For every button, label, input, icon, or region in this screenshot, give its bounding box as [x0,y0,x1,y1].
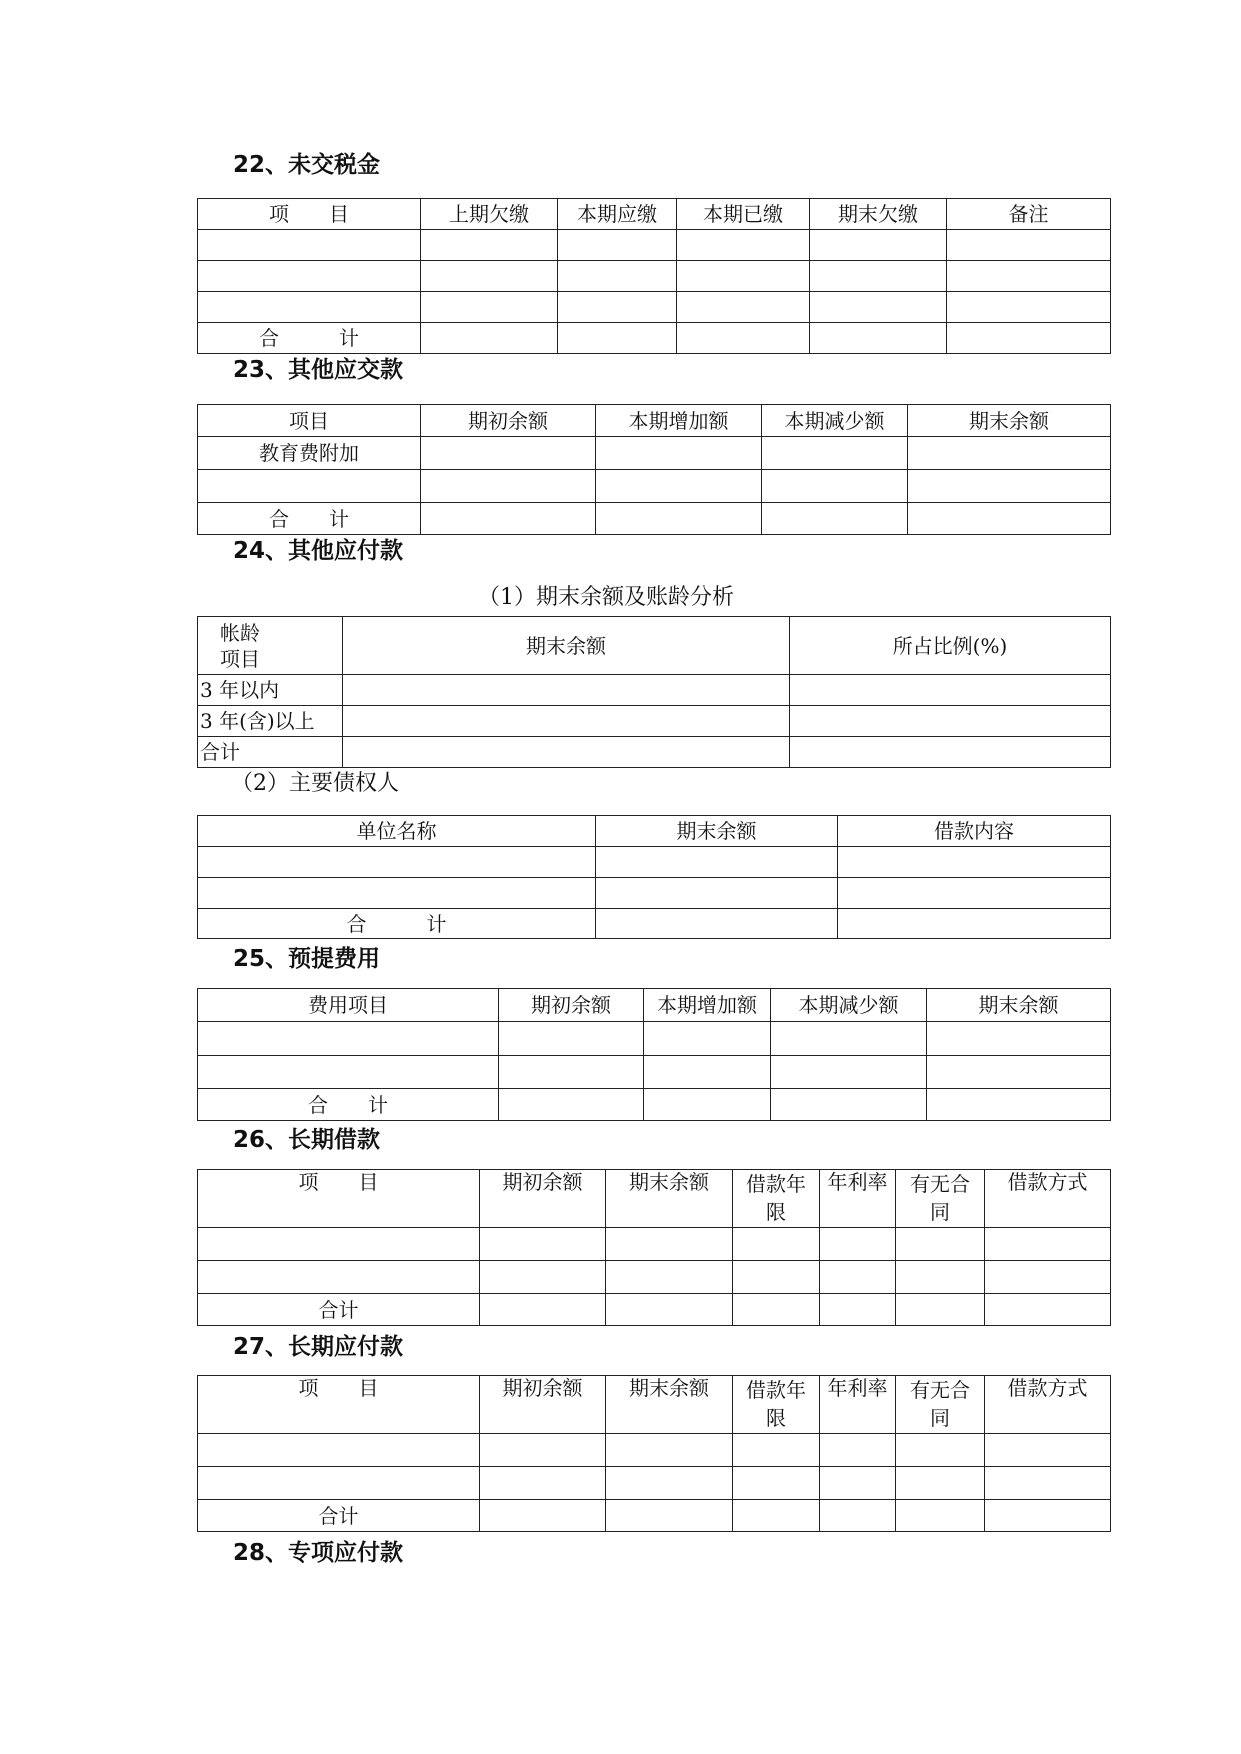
total-label: 合计 [198,1294,480,1326]
header-cell: 上期欠缴 [421,199,558,230]
corner-label-aging: 帐龄 [220,620,260,645]
total-label: 合 计 [198,503,421,535]
row-label: 教育费附加 [198,437,421,470]
total-label: 合计 [198,1500,480,1532]
header-cell: 期末余额 [927,989,1111,1022]
header-cell: 期末余额 [596,816,838,847]
header-cell: 所占比例(%) [790,617,1111,675]
section-heading-23: 23、其他应交款 [233,357,404,383]
header-cell: 本期减少额 [762,405,908,437]
header-cell: 期初余额 [499,989,644,1022]
header-cell: 本期增加额 [644,989,771,1022]
header-cell: 备注 [947,199,1111,230]
header-cell: 期初余额 [421,405,596,437]
table-long-term-payables [197,1375,1111,1532]
subsection-title-aging: （1）期末余额及账龄分析 [478,585,734,610]
row-label: 合计 [198,737,343,768]
table-row [198,1261,1111,1294]
subsection-title-creditors: （2）主要债权人 [231,771,399,796]
header-cell: 项 目 [198,1376,480,1434]
total-row [198,323,1111,354]
total-row [198,503,1111,535]
table-row [198,878,1111,909]
table-row [198,292,1111,323]
table-unpaid-taxes [197,198,1111,354]
header-cell: 期末余额 [606,1376,733,1434]
header-cell: 费用项目 [198,989,499,1022]
header-cell: 期末余额 [343,617,790,675]
total-row [198,1294,1111,1326]
table-row [198,470,1111,503]
table-accrued-expenses [197,988,1111,1121]
row-label: 3 年(含)以上 [198,706,343,737]
header-cell: 本期已缴 [677,199,810,230]
total-row [198,1500,1111,1532]
table-row [198,437,1111,470]
section-heading-28: 28、专项应付款 [233,1540,404,1566]
header-cell: 单位名称 [198,816,596,847]
header-cell: 期末余额 [908,405,1111,437]
header-cell: 借款内容 [838,816,1111,847]
header-cell: 有无合同 [896,1376,985,1434]
table-row [198,1434,1111,1467]
table-other-payables-due [197,404,1111,535]
header-cell: 期初余额 [480,1170,606,1228]
header-cell: 年利率 [820,1376,896,1434]
section-heading-22: 22、未交税金 [233,152,381,178]
table-row [198,706,1111,737]
table-row [198,675,1111,706]
row-label: 3 年以内 [198,675,343,706]
corner-label-item: 项目 [220,646,260,671]
table-row [198,230,1111,261]
header-cell: 项 目 [198,199,421,230]
total-row [198,737,1111,768]
header-cell: 有无合同 [896,1170,985,1228]
total-label: 合 计 [198,323,421,354]
total-row [198,1089,1111,1121]
table-row [198,847,1111,878]
header-cell: 期初余额 [480,1376,606,1434]
header-cell: 项目 [198,405,421,437]
table-main-creditors [197,815,1111,939]
table-row [198,1022,1111,1056]
header-cell: 借款年限 [733,1170,820,1228]
aging-corner-cell [198,617,343,675]
section-heading-27: 27、长期应付款 [233,1334,404,1360]
header-cell: 本期减少额 [771,989,927,1022]
table-long-term-loans [197,1169,1111,1326]
header-cell: 借款年限 [733,1376,820,1434]
header-cell: 年利率 [820,1170,896,1228]
header-cell: 期末欠缴 [810,199,947,230]
header-cell: 期末余额 [606,1170,733,1228]
header-cell: 借款方式 [985,1170,1111,1228]
table-row [198,1467,1111,1500]
total-label: 合 计 [198,909,596,939]
table-aging-analysis [197,616,1111,768]
header-cell: 借款方式 [985,1376,1111,1434]
section-heading-24: 24、其他应付款 [233,538,404,564]
header-cell: 本期增加额 [596,405,762,437]
total-row [198,909,1111,939]
table-row [198,1056,1111,1089]
total-label: 合 计 [198,1089,499,1121]
table-row [198,1228,1111,1261]
header-cell: 本期应缴 [558,199,677,230]
header-cell: 项 目 [198,1170,480,1228]
table-row [198,261,1111,292]
section-heading-25: 25、预提费用 [233,946,381,972]
section-heading-26: 26、长期借款 [233,1127,381,1153]
